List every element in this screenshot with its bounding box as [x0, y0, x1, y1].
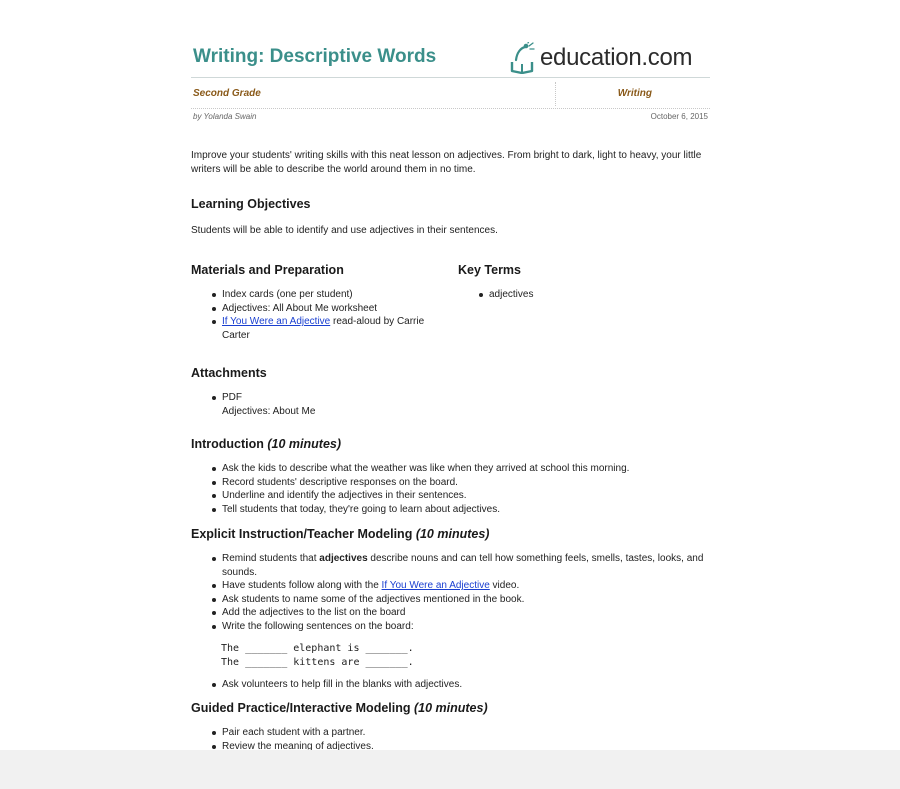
link-item-rest: read-aloud by Carrie Carter: [222, 316, 425, 341]
example-sentence-2: The _______ kittens are _______.: [221, 657, 414, 668]
learning-objectives-heading: Learning Objectives: [191, 197, 311, 211]
guided-list: [212, 726, 712, 750]
video-link[interactable]: If You Were an Adjective: [381, 580, 490, 592]
page-title: Writing: Descriptive Words: [193, 46, 437, 67]
grade-label: Second Grade: [193, 88, 261, 99]
list-item: Review the meaning of adjectives.: [212, 740, 712, 750]
list-item: Ask volunteers to help fill in the blanks with adjectives.: [212, 678, 712, 692]
item-text: Remind students that: [222, 553, 320, 564]
attachment-name[interactable]: Adjectives: About Me: [222, 405, 316, 417]
materials-list: [212, 288, 448, 342]
logo-wordmark: education.com: [540, 44, 693, 71]
subject-label: Writing: [617, 88, 652, 99]
list-item: Tell students that today, they're going to learn about adjectives.: [212, 503, 712, 517]
item-text: video.: [489, 580, 520, 592]
date-label: October 6, 2015: [650, 112, 708, 121]
introduction-list: [212, 462, 712, 516]
item-text: Have students follow along with the: [222, 580, 382, 592]
explicit-duration: (10 minutes): [415, 527, 490, 541]
list-item: Record students' descriptive responses on the board.: [212, 476, 712, 490]
intro-paragraph: Improve your students' writing skills with this neat lesson on adjectives. From bright to dark, light to heavy, your little writers will be able to describe the world around them in no time.: [191, 150, 702, 175]
list-item: Index cards (one per student): [212, 288, 448, 302]
meta-divider-line: [191, 108, 710, 109]
bold-term: adjectives: [319, 553, 368, 564]
explicit-title: Explicit Instruction/Teacher Modeling: [191, 527, 413, 541]
list-item: Write the following sentences on the board:: [212, 620, 712, 634]
example-sentence-1: The _______ elephant is _______.: [221, 643, 414, 654]
list-item: Ask the kids to describe what the weather was like when they arrived at school this morning.: [212, 462, 712, 476]
list-item: Ask students to name some of the adjectives mentioned in the book.: [212, 593, 712, 607]
materials-heading: Materials and Preparation: [191, 263, 344, 277]
book-lamp-icon: [508, 42, 538, 74]
explicit-instruction-heading: [191, 527, 489, 541]
list-item: Pair each student with a partner.: [212, 726, 712, 740]
introduction-heading: [191, 437, 341, 451]
guided-duration: (10 minutes): [414, 701, 488, 715]
attachments-list: [212, 391, 512, 418]
list-item: [212, 315, 448, 342]
grade-subject-row: [191, 82, 710, 106]
list-item: [212, 552, 712, 579]
list-item: Underline and identify the adjectives in their sentences.: [212, 489, 712, 503]
author-label: by Yolanda Swain: [193, 112, 257, 121]
list-item: adjectives: [479, 288, 679, 302]
introduction-duration: (10 minutes): [267, 437, 342, 451]
list-item: Add the adjectives to the list on the board: [212, 606, 712, 620]
education-com-logo[interactable]: [508, 42, 692, 74]
page-bottom-margin: [0, 750, 900, 789]
book-link[interactable]: If You Were an Adjective: [222, 316, 331, 328]
item-text: describe nouns and can tell how something feels, smells, tastes, looks, and sounds.: [222, 553, 704, 578]
learning-objectives-text: Students will be able to identify and use adjectives in their sentences.: [191, 225, 498, 236]
attachments-heading: Attachments: [191, 366, 267, 380]
attachment-type: PDF: [212, 391, 512, 405]
list-item: Adjectives: All About Me worksheet: [212, 302, 448, 316]
explicit-list: [212, 552, 712, 634]
guided-title: Guided Practice/Interactive Modeling: [191, 701, 411, 715]
list-item: [212, 579, 712, 593]
key-terms-heading: Key Terms: [458, 263, 521, 277]
guided-practice-heading: [191, 701, 488, 715]
explicit-list-end: [212, 678, 712, 692]
meta-divider: [555, 82, 556, 106]
introduction-title: Introduction: [191, 437, 264, 451]
header-divider: [191, 77, 710, 78]
key-terms-list: [479, 288, 679, 302]
